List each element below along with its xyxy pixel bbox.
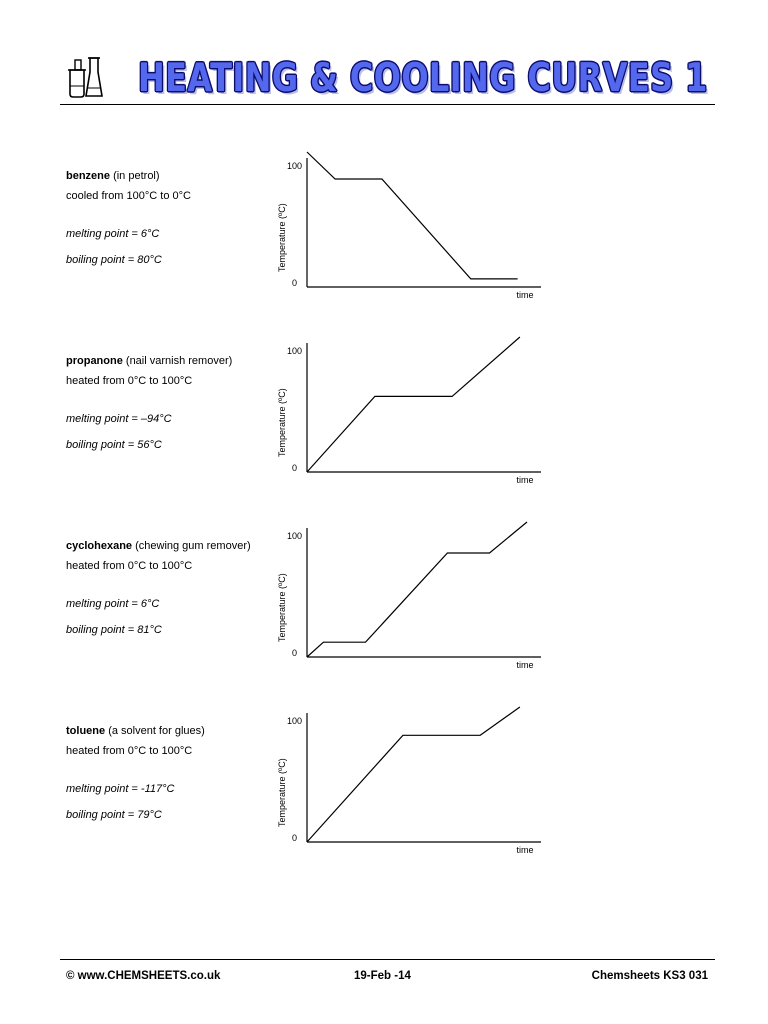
y-axis-label: Temperature (ºC) [277,203,287,272]
boiling-point: boiling point = 79°C [66,809,162,821]
process-text: heated from 0°C to 100°C [66,375,193,387]
heating-cooling-curve [307,522,527,657]
temperature-graph [271,705,541,875]
substance-note: (nail varnish remover) [125,355,233,367]
page-title: HEATING & COOLING CURVES 1 [138,56,708,101]
y-axis-label: Temperature (ºC) [277,758,287,827]
temperature-graph [271,150,541,320]
substance-name: toluene [66,725,106,737]
y-max-label: 100 [287,531,303,541]
substance-name: propanone [66,355,123,367]
substance-name: benzene [66,170,111,182]
lab-glassware-icon [66,54,106,100]
y-min-label: 0 [292,463,298,473]
y-min-label: 0 [292,833,298,843]
footer-sheet-code: Chemsheets KS3 031 [591,970,708,982]
y-axis-label: Temperature (ºC) [277,573,287,642]
heating-cooling-curve [307,152,518,279]
process-text: heated from 0°C to 100°C [66,560,193,572]
substance-note: (a solvent for glues) [108,725,205,737]
page-header [60,52,715,104]
footer-copyright: © www.CHEMSHEETS.co.uk [66,970,221,982]
process-text: cooled from 100°C to 0°C [66,190,191,202]
temperature-graph [271,520,541,690]
melting-point: melting point = 6°C [66,228,160,240]
header-rule [60,104,715,105]
x-axis-label: time [516,290,534,300]
heating-cooling-curve [307,337,520,472]
footer-rule [60,959,715,960]
y-max-label: 100 [287,716,303,726]
y-max-label: 100 [287,346,303,356]
x-axis-label: time [516,845,534,855]
heating-cooling-curve [307,707,520,842]
footer-date: 19-Feb -14 [354,970,411,982]
melting-point: melting point = -117°C [66,783,175,795]
y-min-label: 0 [292,648,298,658]
melting-point: melting point = –94°C [66,413,172,425]
boiling-point: boiling point = 81°C [66,624,162,636]
y-axis-label: Temperature (ºC) [277,388,287,457]
substance-note: (chewing gum remover) [135,540,251,552]
boiling-point: boiling point = 80°C [66,254,162,266]
y-min-label: 0 [292,278,298,288]
melting-point: melting point = 6°C [66,598,160,610]
y-max-label: 100 [287,161,303,171]
boiling-point: boiling point = 56°C [66,439,162,451]
substance-name: cyclohexane [66,540,133,552]
x-axis-label: time [516,475,534,485]
process-text: heated from 0°C to 100°C [66,745,193,757]
x-axis-label: time [516,660,534,670]
substance-note: (in petrol) [113,170,160,182]
temperature-graph [271,335,541,505]
